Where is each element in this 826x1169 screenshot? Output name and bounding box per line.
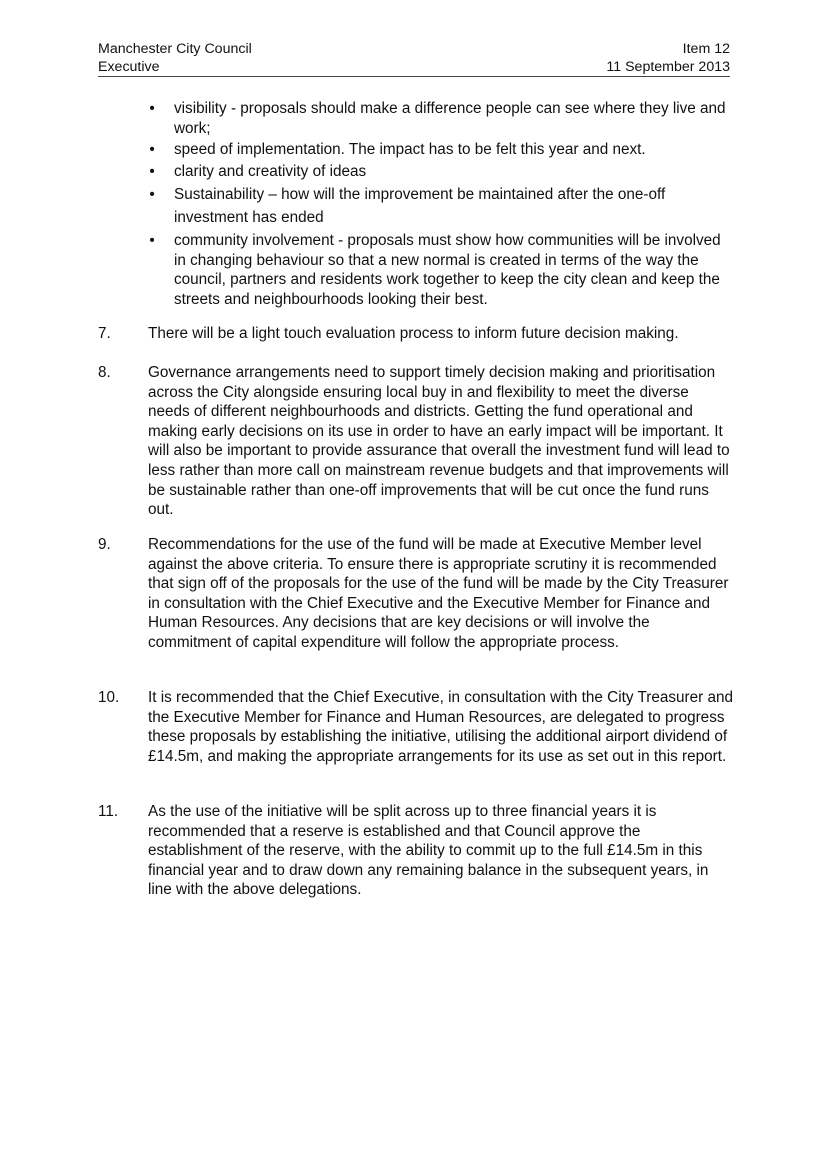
numbered-paragraph bbox=[98, 324, 734, 344]
numbered-paragraph bbox=[98, 363, 734, 520]
criteria-item bbox=[146, 99, 736, 138]
numbered-paragraph bbox=[98, 802, 734, 900]
paragraph-text: Recommendations for the use of the fund will be made at Executive Member level against the above criteria. To ensure there is appropriate scrutiny it is recommended that sign off of the proposals for the use of the fund will be made by the City Treasurer in consultation with the Chief Executive and the Executive Member for Finance and Human Resources. Any decisions that are key decisions or will involve the commitment of capital expenditure will follow the appropriate process. bbox=[148, 536, 729, 651]
bullet-icon: • bbox=[149, 162, 155, 180]
criteria-item bbox=[146, 231, 736, 309]
criteria-item bbox=[146, 162, 736, 182]
paragraph-number: 8. bbox=[98, 364, 111, 381]
criteria-item bbox=[146, 183, 736, 229]
criteria-text: speed of implementation. The impact has to be felt this year and next. bbox=[174, 141, 646, 158]
header-divider bbox=[98, 76, 730, 77]
numbered-paragraph bbox=[98, 688, 734, 766]
paragraph-text: It is recommended that the Chief Executive, in consultation with the City Treasurer and the Executive Member for Finance and Human Resources, are delegated to progress these proposals by establishing the initiative, utilising the additional airport dividend of £14.5m, and making the appropriate arrangements for its use as set out in this report. bbox=[148, 689, 733, 765]
criteria-text: Sustainability – how will the improvement be maintained after the one-off investment has ended bbox=[174, 186, 666, 226]
header-item-number: Item 12 bbox=[682, 41, 730, 57]
bullet-icon: • bbox=[149, 141, 155, 158]
paragraph-number: 11. bbox=[98, 803, 119, 820]
paragraph-number: 10. bbox=[98, 689, 120, 706]
page-header bbox=[98, 40, 730, 76]
criteria-list bbox=[146, 99, 736, 311]
header-organisation: Manchester City Council bbox=[98, 41, 252, 57]
bullet-icon: • bbox=[149, 100, 155, 117]
bullet-icon: • bbox=[149, 232, 155, 249]
paragraph-number: 7. bbox=[98, 325, 111, 342]
header-committee: Executive bbox=[98, 59, 160, 75]
criteria-text: clarity and creativity of ideas bbox=[174, 162, 367, 180]
bullet-icon: • bbox=[149, 186, 155, 203]
header-date: 11 September 2013 bbox=[606, 59, 730, 75]
paragraph-text: Governance arrangements need to support timely decision making and prioritisation across the City alongside ensuring local buy in and flexibility to meet the diverse needs of different neighbourhoods and districts. Getting the fund operational and making early decisions on its use in order to have an early impact will be important. It will also be important to provide assurance that overall the investment fund will lead to less rather than more call on mainstream revenue budgets and that improvements will be sustainable rather than one-off improvements that will be cut once the fund runs out. bbox=[148, 364, 730, 519]
paragraph-text: As the use of the initiative will be split across up to three financial years it is recommended that a reserve is established and that Council approve the establishment of the reserve, with the ability to commit up to the full £14.5m in this financial year and to draw down any remaining balance in the subsequent years, in line with the above delegations. bbox=[148, 803, 709, 899]
paragraph-text: There will be a light touch evaluation process to inform future decision making. bbox=[148, 325, 679, 342]
numbered-paragraph bbox=[98, 535, 734, 653]
paragraph-number: 9. bbox=[98, 536, 111, 553]
criteria-text: community involvement - proposals must show how communities will be involved in changing behaviour so that a new normal is created in terms of the way the council, partners and residents work together to keep the city clean and keep the streets and neighbourhoods looking their best. bbox=[174, 232, 721, 308]
criteria-item bbox=[146, 140, 736, 160]
criteria-text: visibility - proposals should make a difference people can see where they live and work; bbox=[174, 100, 726, 137]
